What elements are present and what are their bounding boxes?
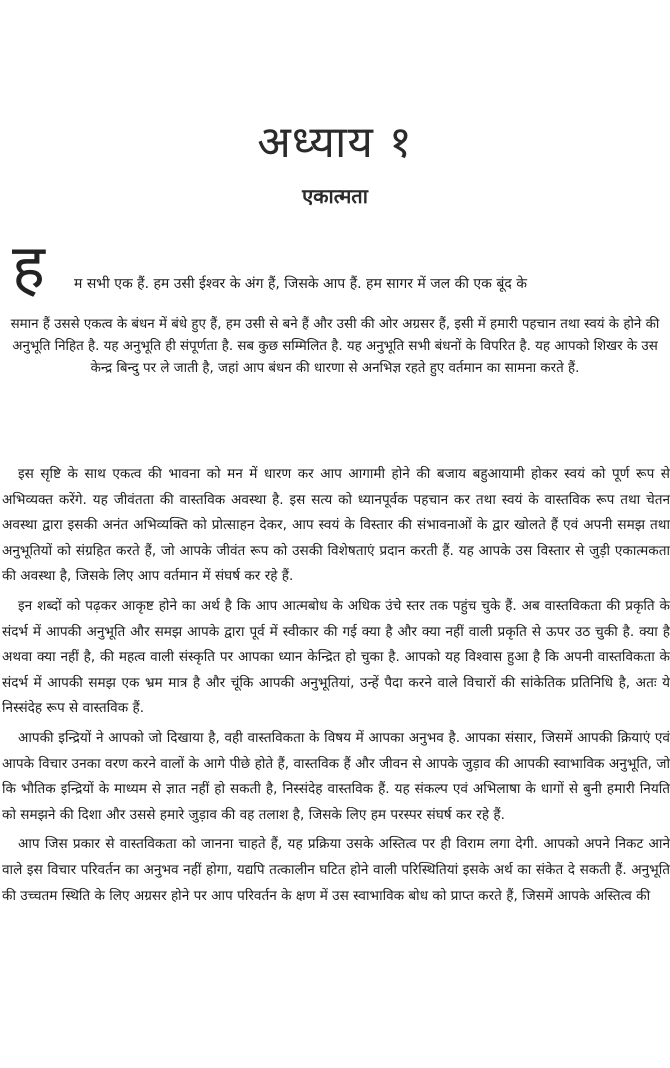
chapter-subtitle: एकात्मता: [302, 184, 368, 208]
intro-first-line: म सभी एक हैं. हम उसी ईश्वर के अंग हैं, जिसके आप हैं. हम सागर में जल की एक बूंद के: [74, 276, 527, 292]
paragraph-4: आप जिस प्रकार से वास्तविकता को जानना चाहते हैं, यह प्रक्रिया उसके अस्तित्व पर ही विराम लगा देगी. आपको अपने निकट आने वाले इस विचार परिवर्तन का अनुभव नहीं होगा, यद्यपि तत्कालीन घटित होने वाली परिस्थितियां इसके अर्थ का संकेत दे सकती हैं. अनुभूति की उच्चतम स्थिति के लिए अग्रसर होने पर आप परिवर्तन के क्षण में उस स्वाभाविक बोध को प्राप्त करते हैं, जिसमें आपके अस्तित्व की: [2, 836, 670, 904]
body-text: [2, 462, 670, 913]
paragraph-1: इस सृष्टि के साथ एकत्व की भावना को मन में धारण कर आप आगामी होने की बजाय बहुआयामी होकर स्वयं को पूर्ण रूप से अभिव्यक्त करेंगे. यह जीवंतता की वास्तविक अवस्था है. इस सत्य को ध्यानपूर्वक पहचान कर तथा स्वयं के वास्तविक रूप तथा चेतन अवस्था द्वारा इसकी अनंत अभिव्यक्ति को प्रोत्साहन देकर, आप स्वयं के विस्तार की संभावनाओं के द्वार खोलते हैं एवं अपनी समझ तथा अनुभूतियों को संग्रहित करते हैं, जो आपके जीवंत रूप को उसकी विशेषताएं प्रदान करती हैं. यह आपके उस विस्तार से जुड़ी एकात्मकता की अवस्था है, जिसके लिए आप वर्तमान में संघर्ष कर रहे हैं.: [2, 466, 670, 585]
chapter-title: अध्याय १: [257, 117, 413, 168]
intro-paragraph: समान हैं उससे एकत्व के बंधन में बंधे हुए हैं, हम उसी से बने हैं और उसी की ओर अग्रसर हैं, इसी में हमारी पहचान तथा स्वयं के होने की अनुभूति निहित है. यह अनुभूति ही संपूर्णता है. सब कुछ सम्मिलित है. यह अनुभूति सभी बंधनों के विपरित है. यह आपको शिखर के उस केन्द्र बिन्दु पर ले जाती है, जहां आप बंधन की धारणा से अनभिज्ञ रहते हुए वर्तमान का सामना करते हैं.: [10, 317, 660, 376]
paragraph-2: इन शब्दों को पढ़कर आकृष्ट होने का अर्थ है कि आप आत्मबोध के अधिक उंचे स्तर तक पहुंच चुके हैं. अब वास्तविकता की प्रकृति के संदर्भ में आपकी अनुभूति और समझ आपके द्वारा पूर्व में स्वीकार की गई क्या है और क्या नहीं वाली प्रकृति से ऊपर उठ चुकी है. क्या है अथवा क्या नहीं है, की महत्व वाली संस्कृति पर आपका ध्यान केन्द्रित हो चुका है. आपको यह विश्वास हुआ है कि अपनी वास्तविकता के संदर्भ में आपकी समझ एक भ्रम मात्र है और चूंकि आपकी अनुभूतियां, उन्हें पैदा करने वाले विचारों की सांकेतिक प्रतिनिधि है, अतः ये निस्संदेह रूप से वास्तविक हैं.: [2, 597, 670, 717]
drop-cap: ह: [12, 230, 45, 303]
paragraph-3: आपकी इन्द्रियों ने आपको जो दिखाया है, वही वास्तविकता के विषय में आपका अनुभव है. आपका संसार, जिसमें आपकी क्रियाएं एवं आपके विचार उनका वरण करने वालों के आगे पीछे होते हैं, वास्तविक हैं और जीवन से आपके जुड़ाव की आपकी स्वाभाविक अनुभूति, जो कि भौतिक इन्द्रियों के माध्यम से ज्ञात नहीं हो सकती है, निस्संदेह वास्तविक हैं. यह संकल्प एवं अभिलाषा के धागों से बुनी हमारी नियति को समझने की दिशा और उससे हमारे जुड़ाव की वह तलाश है, जिसके लिए हम परस्पर संघर्ष कर रहे हैं.: [2, 729, 670, 823]
